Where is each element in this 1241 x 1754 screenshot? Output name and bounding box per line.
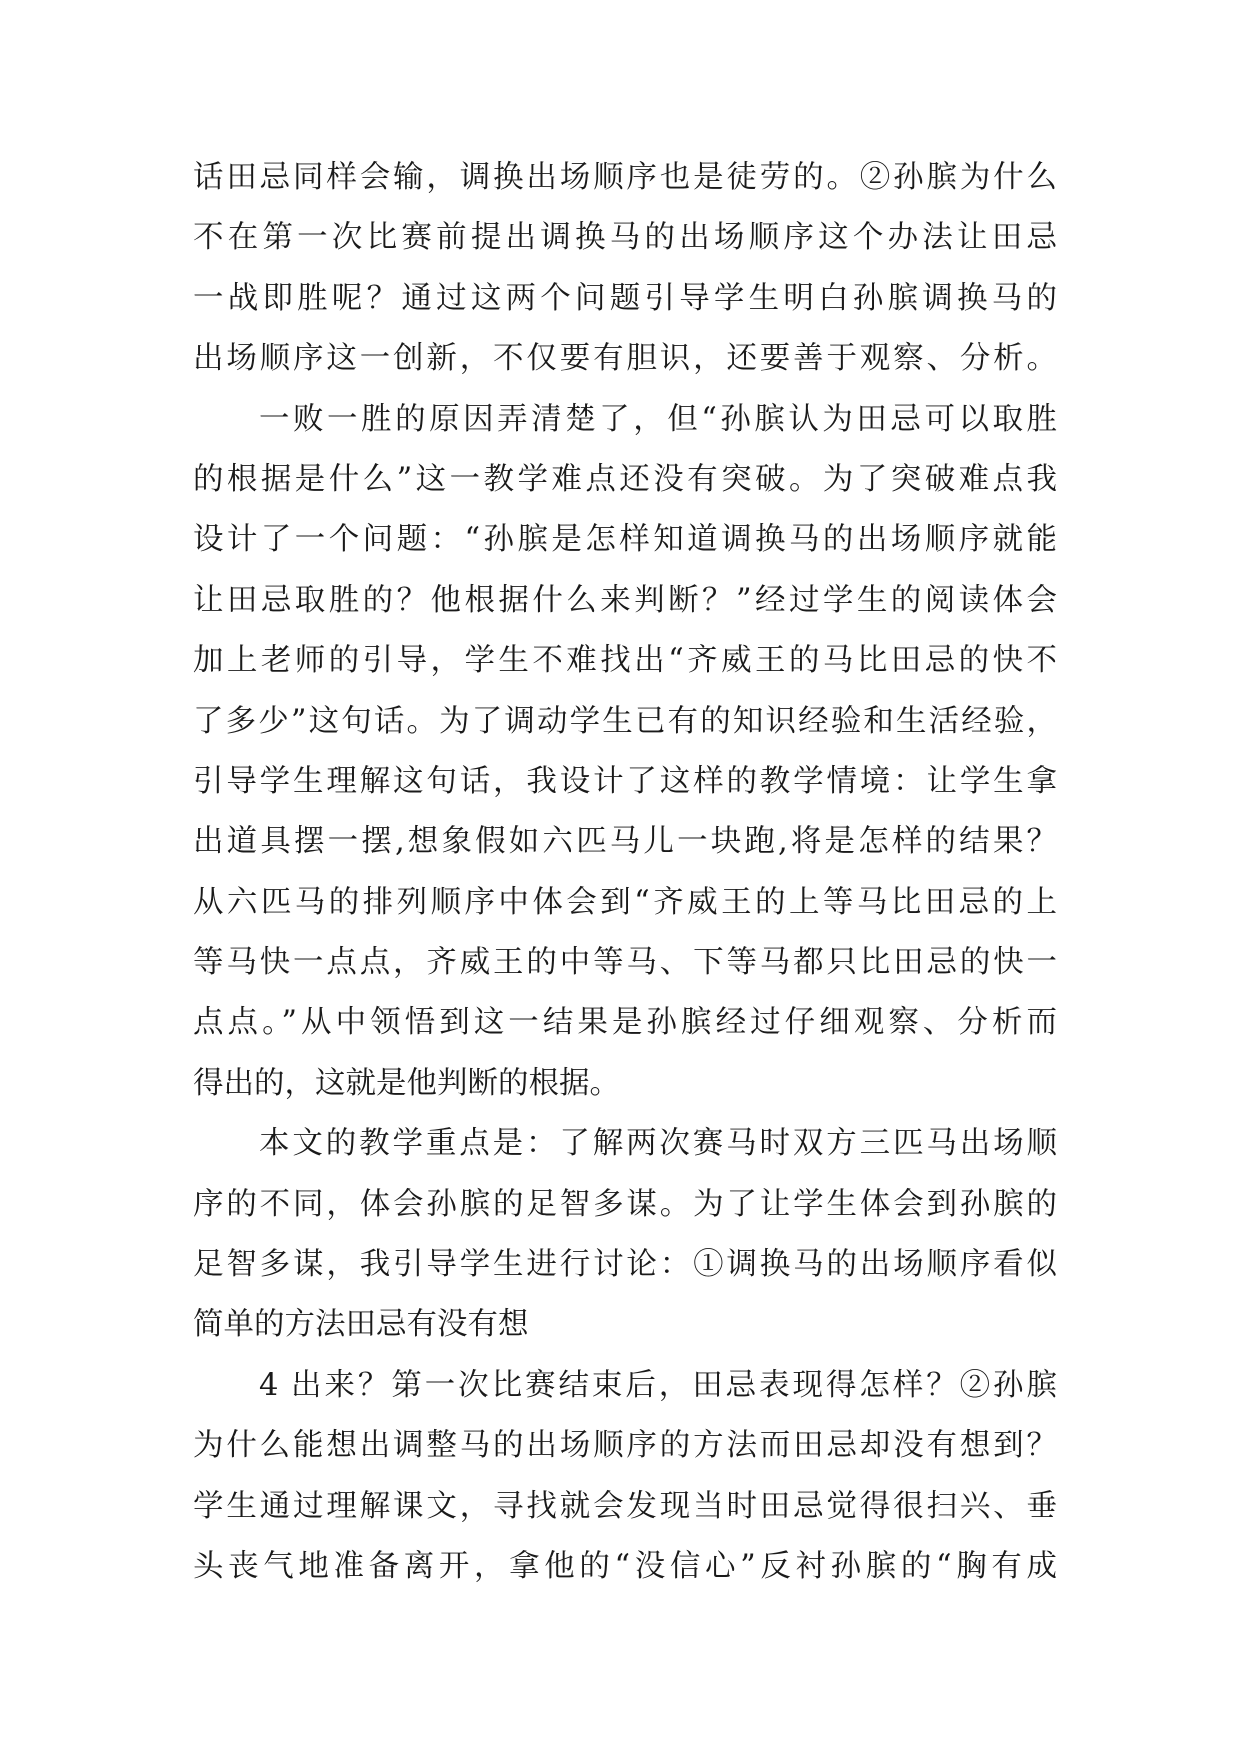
text-line: 4 出来？第一次比赛结束后，田忌表现得怎样？②孙膑 [259,1367,1057,1403]
text-line: 加上老师的引导，学生不难找出“齐威王的马比田忌的快不 [193,643,1057,679]
text-line: 话田忌同样会输，调换出场顺序也是徒劳的。②孙膑为什么 [193,160,1057,195]
text-line: 一战即胜呢？通过这两个问题引导学生明白孙膑调换马的 [193,280,1057,316]
text-line: 出场顺序这一创新，不仅要有胆识，还要善于观察、分析。 [193,341,1057,377]
text-line: 学生通过理解课文，寻找就会发现当时田忌觉得很扫兴、垂 [193,1488,1057,1524]
text-line: 一败一胜的原因弄清楚了，但“孙膑认为田忌可以取胜 [259,401,1057,437]
text-line: 为什么能想出调整马的出场顺序的方法而田忌却没有想到？ [193,1428,1057,1464]
text-line: 了多少”这句话。为了调动学生已有的知识经验和生活经验， [193,703,1057,739]
text-line: 的根据是什么”这一教学难点还没有突破。为了突破难点我 [193,461,1057,497]
text-line: 点点。”从中领悟到这一结果是孙膑经过仔细观察、分析而 [193,1005,1057,1041]
document-body [193,148,1057,1597]
text-line: 设计了一个问题：“孙膑是怎样知道调换马的出场顺序就能 [193,522,1057,558]
text-line: 出道具摆一摆,想象假如六匹马儿一块跑,将是怎样的结果？ [193,824,1057,860]
text-line: 足智多谋，我引导学生进行讨论：①调换马的出场顺序看似 [193,1247,1057,1283]
text-line: 引导学生理解这句话，我设计了这样的教学情境：让学生拿 [193,763,1057,799]
text-line: 从六匹马的排列顺序中体会到“齐威王的上等马比田忌的上 [193,884,1057,920]
text-line: 不在第一次比赛前提出调换马的出场顺序这个办法让田忌 [193,220,1057,256]
text-line: 等马快一点点，齐威王的中等马、下等马都只比田忌的快一 [193,945,1057,981]
text-line: 让田忌取胜的？他根据什么来判断？”经过学生的阅读体会 [193,582,1057,618]
text-line: 本文的教学重点是：了解两次赛马时双方三匹马出场顺 [259,1126,1057,1162]
text-line: 简单的方法田忌有没有想 [193,1307,529,1343]
text-line: 序的不同，体会孙膑的足智多谋。为了让学生体会到孙膑的 [193,1186,1057,1222]
text-line: 头丧气地准备离开，拿他的“没信心”反衬孙膑的“胸有成 [193,1548,1057,1584]
text-line: 得出的，这就是他判断的根据。 [193,1065,620,1101]
